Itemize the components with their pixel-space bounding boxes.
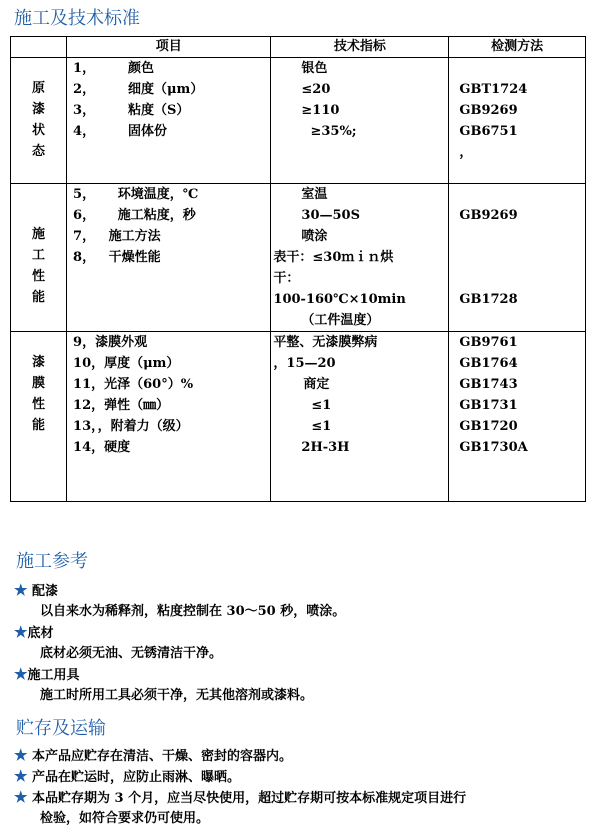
section-title-construction: 施工参考: [16, 551, 88, 572]
list-item: ★施工用具: [14, 665, 80, 683]
list-item-body: 底材必须无油、无锈清洁干净。: [40, 646, 223, 661]
method-cell: GB9269 GB1728: [449, 184, 586, 332]
star-icon: ★: [14, 623, 28, 641]
spec-cell: 银色 ≤20 ≥110 ≥35%;: [271, 58, 449, 184]
list-item-continuation: 检验，如符合要求仍可使用。: [40, 811, 210, 826]
list-item-body: 以自来水为稀释剂，粘度控制在 30～50 秒，喷涂。: [40, 604, 346, 619]
list-item: ★ 配漆: [14, 581, 58, 599]
list-item: ★ 本产品应贮存在清洁、干燥、密封的容器内。: [14, 746, 292, 764]
list-item-body: 施工时所用工具必须干净，无其他溶剂或漆料。: [40, 688, 314, 703]
item-cell: 9，漆膜外观 10，厚度（μm） 11，光泽（60°）% 12，弹性（㎜） 13，，附着力（级） 14，硬度: [67, 332, 271, 502]
list-item: ★ 产品在贮运时，应防止雨淋、曝晒。: [14, 767, 240, 785]
construction-notes: [14, 580, 345, 706]
list-item: ★ 本品贮存期为 3 个月，应当尽快使用，超过贮存期可按本标准规定项目进行: [14, 788, 467, 806]
item-cell: 5， 环境温度，℃ 6， 施工粘度，秒 7， 施工方法 8， 干燥性能: [67, 184, 271, 332]
star-icon: ★: [14, 788, 28, 806]
spec-table: [10, 36, 586, 502]
spec-cell: 平整、无漆膜弊病 ，15—20 商定 ≤1 ≤1 2H-3H: [271, 332, 449, 502]
header-item: 项目: [67, 37, 271, 58]
table-header-row: [11, 37, 586, 58]
section-raw-paint: [11, 58, 586, 184]
section-film: [11, 332, 586, 502]
category-label: 施工性能: [11, 184, 67, 332]
header-blank: [11, 37, 67, 58]
header-spec: 技术指标: [271, 37, 449, 58]
list-item: ★底材: [14, 623, 54, 641]
section-application: [11, 184, 586, 332]
item-cell: 1， 颜色 2， 细度（μm） 3， 粘度（S） 4， 固体份: [67, 58, 271, 184]
star-icon: ★: [14, 581, 28, 599]
storage-notes: [14, 745, 466, 829]
section-title-standards: 施工及技术标准: [14, 8, 140, 29]
header-method: 检测方法: [449, 37, 586, 58]
star-icon: ★: [14, 665, 28, 683]
method-cell: GBT1724 GB9269 GB6751 ，: [449, 58, 586, 184]
category-label: 原漆状态: [11, 58, 67, 184]
section-title-storage: 贮存及运输: [16, 718, 106, 739]
star-icon: ★: [14, 746, 28, 764]
spec-cell: 室温 30—50S 喷涂 表干：≤30ｍｉｎ烘 干： 100-160℃×10min （工件温度）: [271, 184, 449, 332]
star-icon: ★: [14, 767, 28, 785]
method-cell: GB9761 GB1764 GB1743 GB1731 GB1720 GB1730A: [449, 332, 586, 502]
category-label: 漆膜性能: [11, 332, 67, 502]
